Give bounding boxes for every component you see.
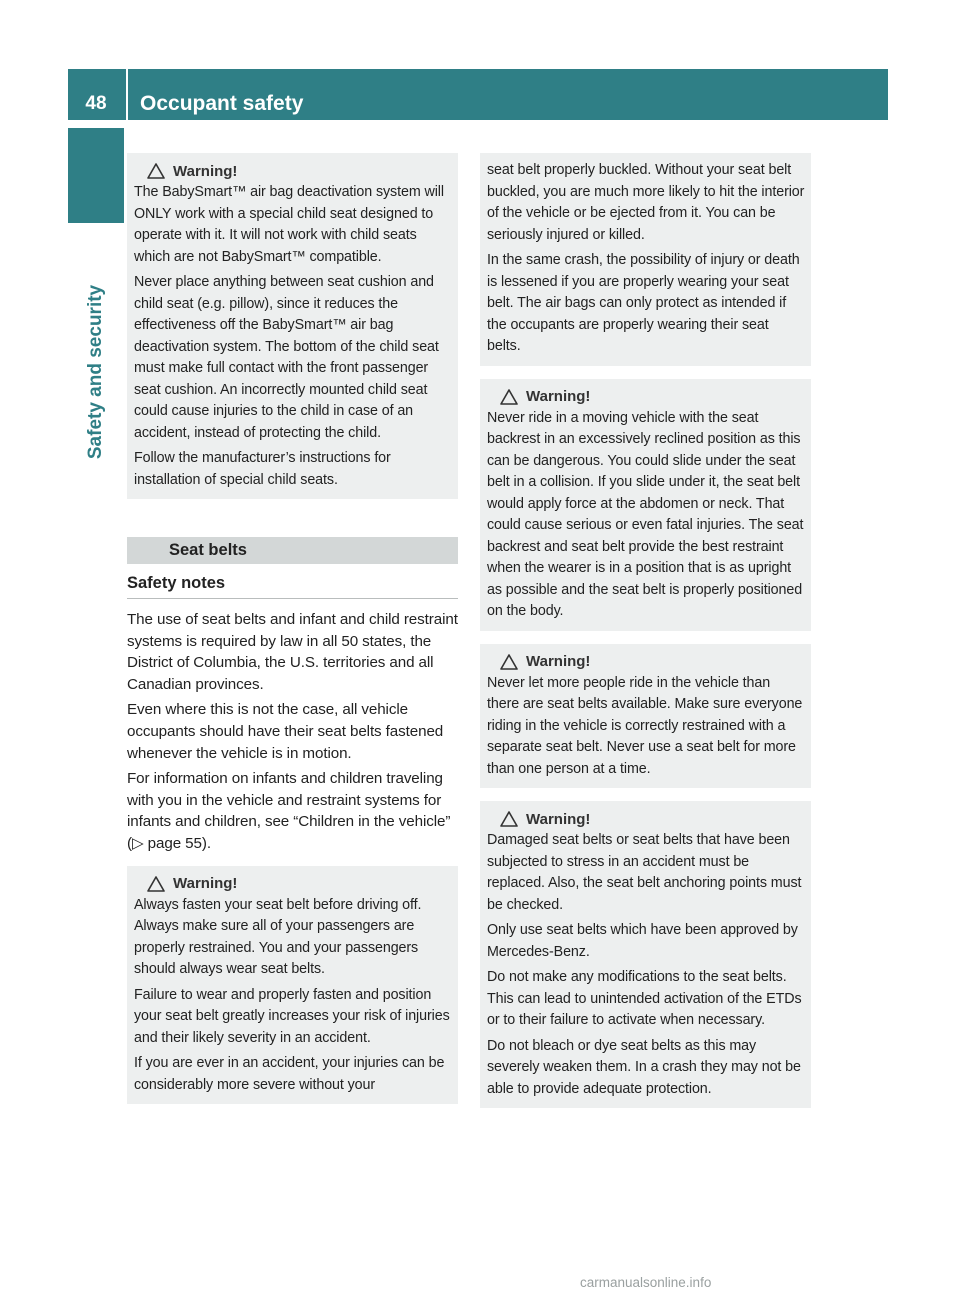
- left-column: [127, 153, 458, 1104]
- warning-heading-text: Warning!: [526, 388, 591, 405]
- warning-paragraph: Do not bleach or dye seat belts as this may severely weaken them. In a crash they may not be able to provide adequate protection.: [487, 1037, 801, 1097]
- warning-paragraph: Never let more people ride in the vehicle than there are seat belts available. Make sure everyone riding in the vehicle is correctly restrained with a separate seat belt. Never use a seat belt for more than one person at a time.: [487, 674, 803, 777]
- warning-triangle-icon: [147, 876, 165, 892]
- side-tab-marker: [68, 128, 124, 223]
- section-title-seat-belts: Seat belts: [127, 537, 458, 564]
- warning-paragraph: The BabySmart™ air bag deactivation system will ONLY work with a special child seat designed to operate with it. It will not work with child seats which are not BabySmart™ compatible.: [134, 184, 444, 265]
- warning-paragraph: Failure to wear and properly fasten and position your seat belt greatly increases your risk of injuries and their likely severity in an accident.: [134, 986, 450, 1046]
- warning-paragraph: Follow the manufacturer’s instructions for installation of special child seats.: [134, 450, 391, 488]
- header-divider: [126, 69, 128, 120]
- warning-paragraph: Do not make any modifications to the seat belts. This can lead to unintended activation of the ETDs or to their failure to activate when necessary.: [487, 969, 802, 1028]
- warning-box-reclined-seat: [480, 379, 811, 631]
- warning-triangle-icon: [500, 811, 518, 827]
- warning-paragraph: Damaged seat belts or seat belts that have been subjected to stress in an accident must be replaced. Also, the seat belt anchoring points must be checked.: [487, 832, 802, 913]
- subsection-title-safety-notes: Safety notes: [127, 574, 458, 599]
- warning-paragraph: Only use seat belts which have been approved by Mercedes-Benz.: [487, 922, 798, 960]
- warning-heading-text: Warning!: [173, 875, 238, 893]
- warning-paragraph: Always fasten your seat belt before driving off. Always make sure all of your passengers are properly restrained. You and your passengers should always wear seat belts.: [134, 896, 422, 978]
- page-number: 48: [85, 93, 107, 114]
- warning-paragraph: If you are ever in an accident, your injuries can be considerably more severe without your: [134, 1055, 445, 1093]
- warning-paragraph: In the same crash, the possibility of injury or death is lessened if you are properly wearing your seat belt. The air bags can only protect as intended if the occupants are properly wearing their seat belts.: [487, 252, 800, 354]
- body-paragraph-page-reference: For information on infants and children traveling with you in the vehicle and restraint systems for infants and children, see “Children in the vehicle” (▷ page 55).: [127, 770, 451, 852]
- warning-heading: [500, 808, 805, 830]
- warning-triangle-icon: [500, 389, 518, 405]
- warning-heading-text: Warning!: [526, 653, 591, 670]
- body-paragraph: The use of seat belts and infant and child restraint systems is required by law in all 50 states, the District of Columbia, the U.S. territories and all Canadian provinces.: [127, 611, 458, 693]
- watermark: carmanualsonline.info: [580, 1275, 712, 1290]
- warning-heading: [147, 160, 452, 182]
- warning-heading: [147, 873, 452, 895]
- warning-box-continued: [480, 153, 811, 366]
- warning-heading: [500, 386, 805, 408]
- warning-box-occupant-count: [480, 644, 811, 789]
- warning-paragraph: seat belt properly buckled. Without your seat belt buckled, you are much more likely to hit the interior of the vehicle or be ejected from it. You can be seriously injured or killed.: [487, 162, 805, 243]
- right-column: [480, 153, 811, 1108]
- warning-heading: [500, 651, 805, 673]
- warning-paragraph: Never ride in a moving vehicle with the seat backrest in an excessively reclined position as this can be dangerous. You could slide under the seat belt in a collision. If you slide under it, the seat belt would apply force at the abdomen or neck. That could cause serious or even fatal injuries. The seat backrest and seat belt provide the best restraint when the wearer is in a position that is as upright as possible and the seat belt is properly positioned on the body.: [487, 409, 804, 619]
- warning-box-babysmart: [127, 153, 458, 499]
- side-section-label-text: Safety and security: [85, 284, 106, 459]
- warning-heading-text: Warning!: [526, 810, 591, 828]
- side-section-label: [68, 239, 124, 504]
- body-text: [127, 609, 458, 855]
- warning-triangle-icon: [147, 163, 165, 179]
- warning-heading-text: Warning!: [173, 162, 238, 180]
- body-paragraph: Even where this is not the case, all vehicle occupants should have their seat belts fastened whenever the vehicle is in motion.: [127, 701, 444, 762]
- warning-triangle-icon: [500, 654, 518, 670]
- warning-paragraph: Never place anything between seat cushion and child seat (e.g. pillow), since it reduces the effectiveness off the BabySmart™ air bag deactivation system. The bottom of the child seat must make full contact with the front passenger seat cushion. An incorrectly mounted child seat could cause injuries to the child in case of an accident, instead of protecting the child.: [134, 274, 439, 441]
- warning-box-fasten-seat-belt: [127, 866, 458, 1105]
- warning-box-damaged-belts: [480, 801, 811, 1108]
- page-title: Occupant safety: [140, 92, 304, 115]
